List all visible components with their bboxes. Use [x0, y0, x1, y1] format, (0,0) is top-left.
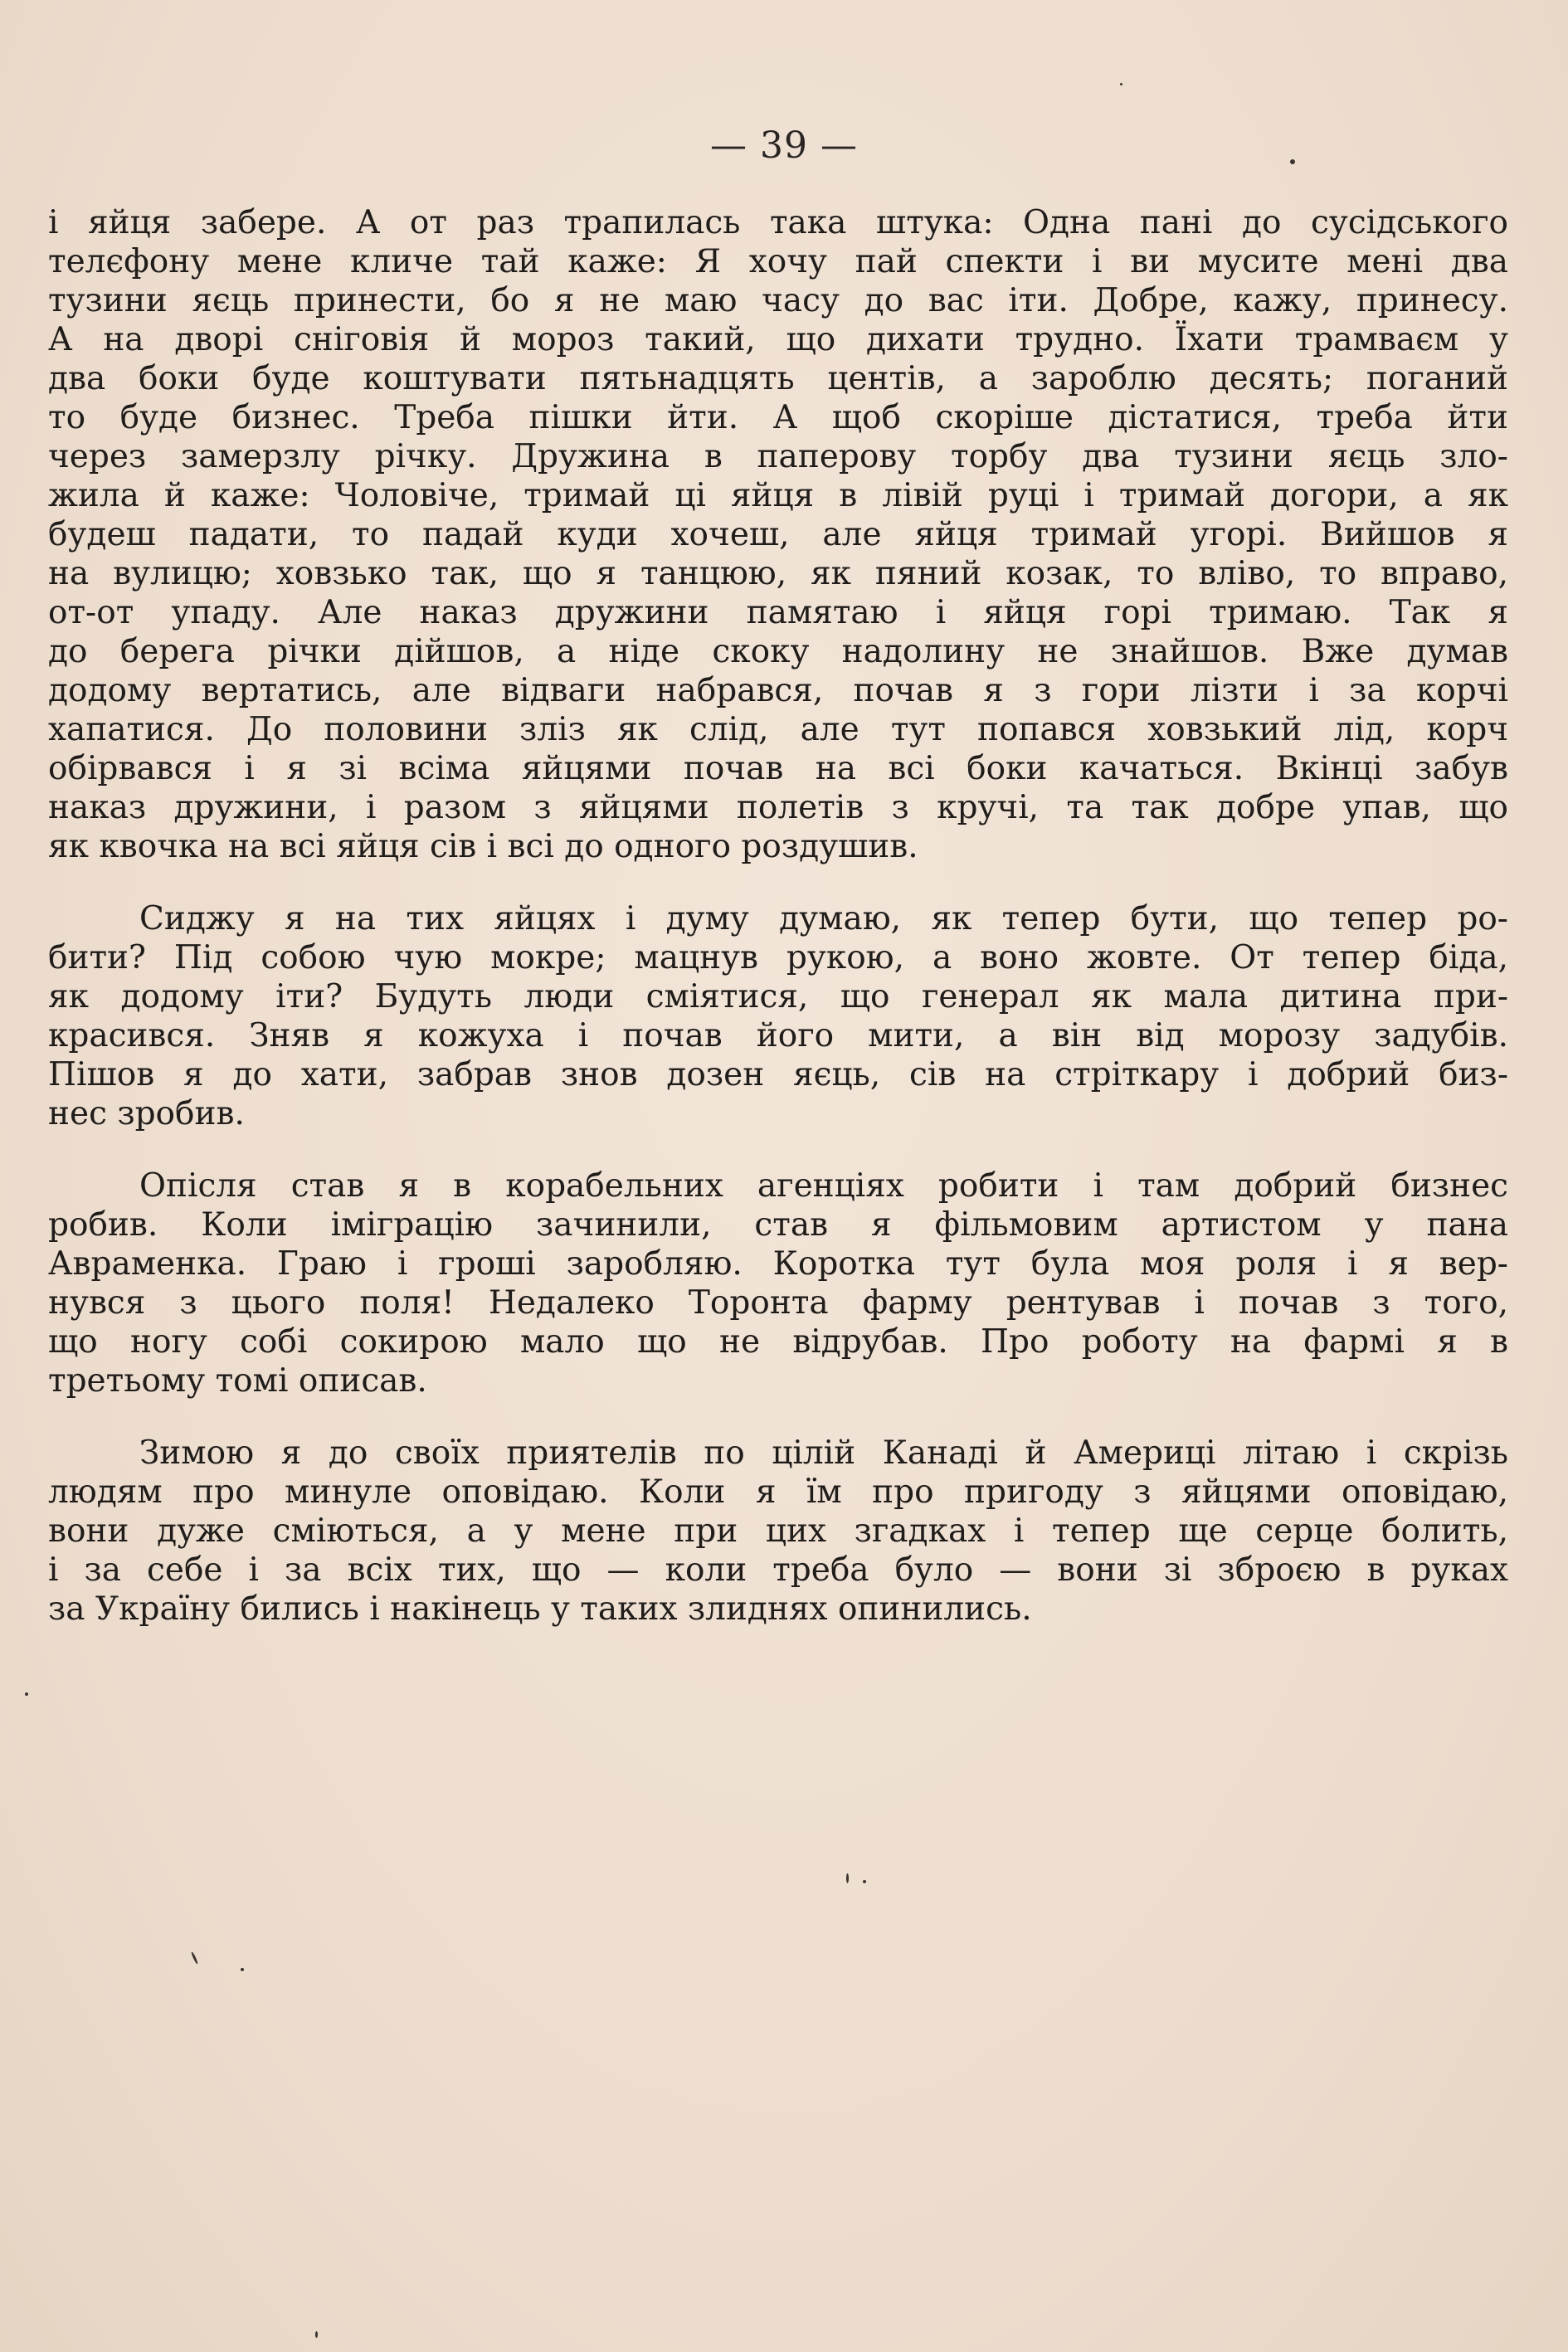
text-line: Пішов я до хати, забрав знов дозен яєць, сів на стріткару і добрий биз-	[48, 1056, 1508, 1093]
text-line: до берега річки дійшов, а ніде скоку надолину не знайшов. Вже думав	[48, 633, 1508, 670]
paragraph-4	[48, 1434, 1508, 1629]
text-line: за Україну бились і накінець у таких злиднях опинились.	[48, 1590, 1032, 1628]
paragraph-3	[48, 1166, 1508, 1400]
text-line: третьому томі описав.	[48, 1362, 427, 1400]
text-line: як додому іти? Будуть люди сміятися, що генерал як мала дитина при-	[48, 978, 1508, 1015]
text-line: обірвався і я зі всіма яйцями почав на всі боки качаться. Вкінці забув	[48, 750, 1508, 787]
text-line: тузини яєць принести, бо я не маю часу до вас іти. Добре, кажу, принесу.	[48, 282, 1508, 319]
text-line: вони дуже сміються, а у мене при цих згадках і тепер ще серце болить,	[48, 1512, 1508, 1550]
paragraph-1	[48, 203, 1508, 866]
text-line: то буде бизнес. Треба пішки йти. А щоб скоріше дістатися, треба йти	[48, 399, 1508, 436]
text-line: і яйця забере. А от раз трапилась така штука: Одна пані до сусідського	[48, 204, 1508, 241]
text-line: жила й каже: Чоловіче, тримай ці яйця в лівій руці і тримай догори, а як	[48, 477, 1508, 514]
text-line: Опісля став я в корабельних агенціях робити і там добрий бизнес	[139, 1167, 1508, 1205]
text-line: додому вертатись, але відваги набрався, почав я з гори лізти і за корчі	[48, 672, 1508, 709]
paragraph-gap	[48, 1133, 1508, 1166]
text-line: два боки буде коштувати пятьнадцять центів, а зароблю десять; поганий	[48, 360, 1508, 397]
text-line: красився. Зняв я кожуха і почав його мити, а він від морозу задубів.	[48, 1017, 1508, 1054]
text-line: на вулицю; ховзько так, що я танцюю, як пяний козак, то вліво, то вправо,	[48, 555, 1508, 592]
text-line: А на дворі сніговія й мороз такий, що дихати трудно. Їхати трамваєм у	[48, 321, 1508, 358]
text-line: Сиджу я на тих яйцях і думу думаю, як тепер бути, що тепер ро-	[139, 900, 1508, 937]
text-line: через замерзлу річку. Дружина в паперову торбу два тузини яєць зло-	[48, 438, 1508, 475]
text-line: і за себе і за всіх тих, що — коли треба було — вони зі зброєю в руках	[48, 1551, 1508, 1589]
text-line: нес зробив.	[48, 1095, 245, 1132]
page-number: — 39 —	[710, 124, 858, 167]
text-line: як квочка на всі яйця сів і всі до одного роздушив.	[48, 828, 918, 865]
text-line: хапатися. До половини зліз як слід, але тут попався ховзький лід, корч	[48, 711, 1508, 748]
text-line: телєфону мене кличе тай каже: Я хочу пай спекти і ви мусите мені два	[48, 243, 1508, 280]
text-line: нувся з цього поля! Недалеко Торонта фарму рентував і почав з того,	[48, 1284, 1508, 1322]
body-text	[48, 203, 1508, 1629]
text-line: Авраменка. Граю і гроші заробляю. Коротка тут була моя роля і я вер-	[48, 1245, 1508, 1283]
paper-speck	[846, 1873, 849, 1883]
paragraph-2	[48, 899, 1508, 1133]
text-line: будеш падати, то падай куди хочеш, але яйця тримай угорі. Вийшов я	[48, 516, 1508, 553]
text-line: наказ дружини, і разом з яйцями полетів з кручі, та так добре упав, що	[48, 789, 1508, 826]
paper-speck	[1120, 83, 1122, 85]
text-line: що ногу собі сокирою мало що не відрубав. Про роботу на фармі я в	[48, 1323, 1508, 1361]
text-line: от-от упаду. Але наказ дружини памятаю і яйця горі тримаю. Так я	[48, 594, 1508, 631]
paragraph-gap	[48, 1400, 1508, 1434]
text-line: Зимою я до своїх приятелів по цілій Канаді й Америці літаю і скрізь	[139, 1434, 1508, 1472]
paper-speck	[315, 2331, 318, 2338]
paper-speck	[241, 1968, 244, 1971]
text-line: робив. Коли іміграцію зачинили, став я фільмовим артистом у пана	[48, 1206, 1508, 1244]
paper-speck	[191, 1951, 198, 1965]
text-line: бити? Під собою чую мокре; мацнув рукою, а воно жовте. От тепер біда,	[48, 939, 1508, 976]
paragraph-gap	[48, 866, 1508, 899]
text-line: людям про минуле оповідаю. Коли я їм про пригоду з яйцями оповідаю,	[48, 1473, 1508, 1511]
paper-speck	[25, 1692, 28, 1696]
paper-speck	[863, 1880, 866, 1883]
paper-speck	[1290, 159, 1295, 164]
